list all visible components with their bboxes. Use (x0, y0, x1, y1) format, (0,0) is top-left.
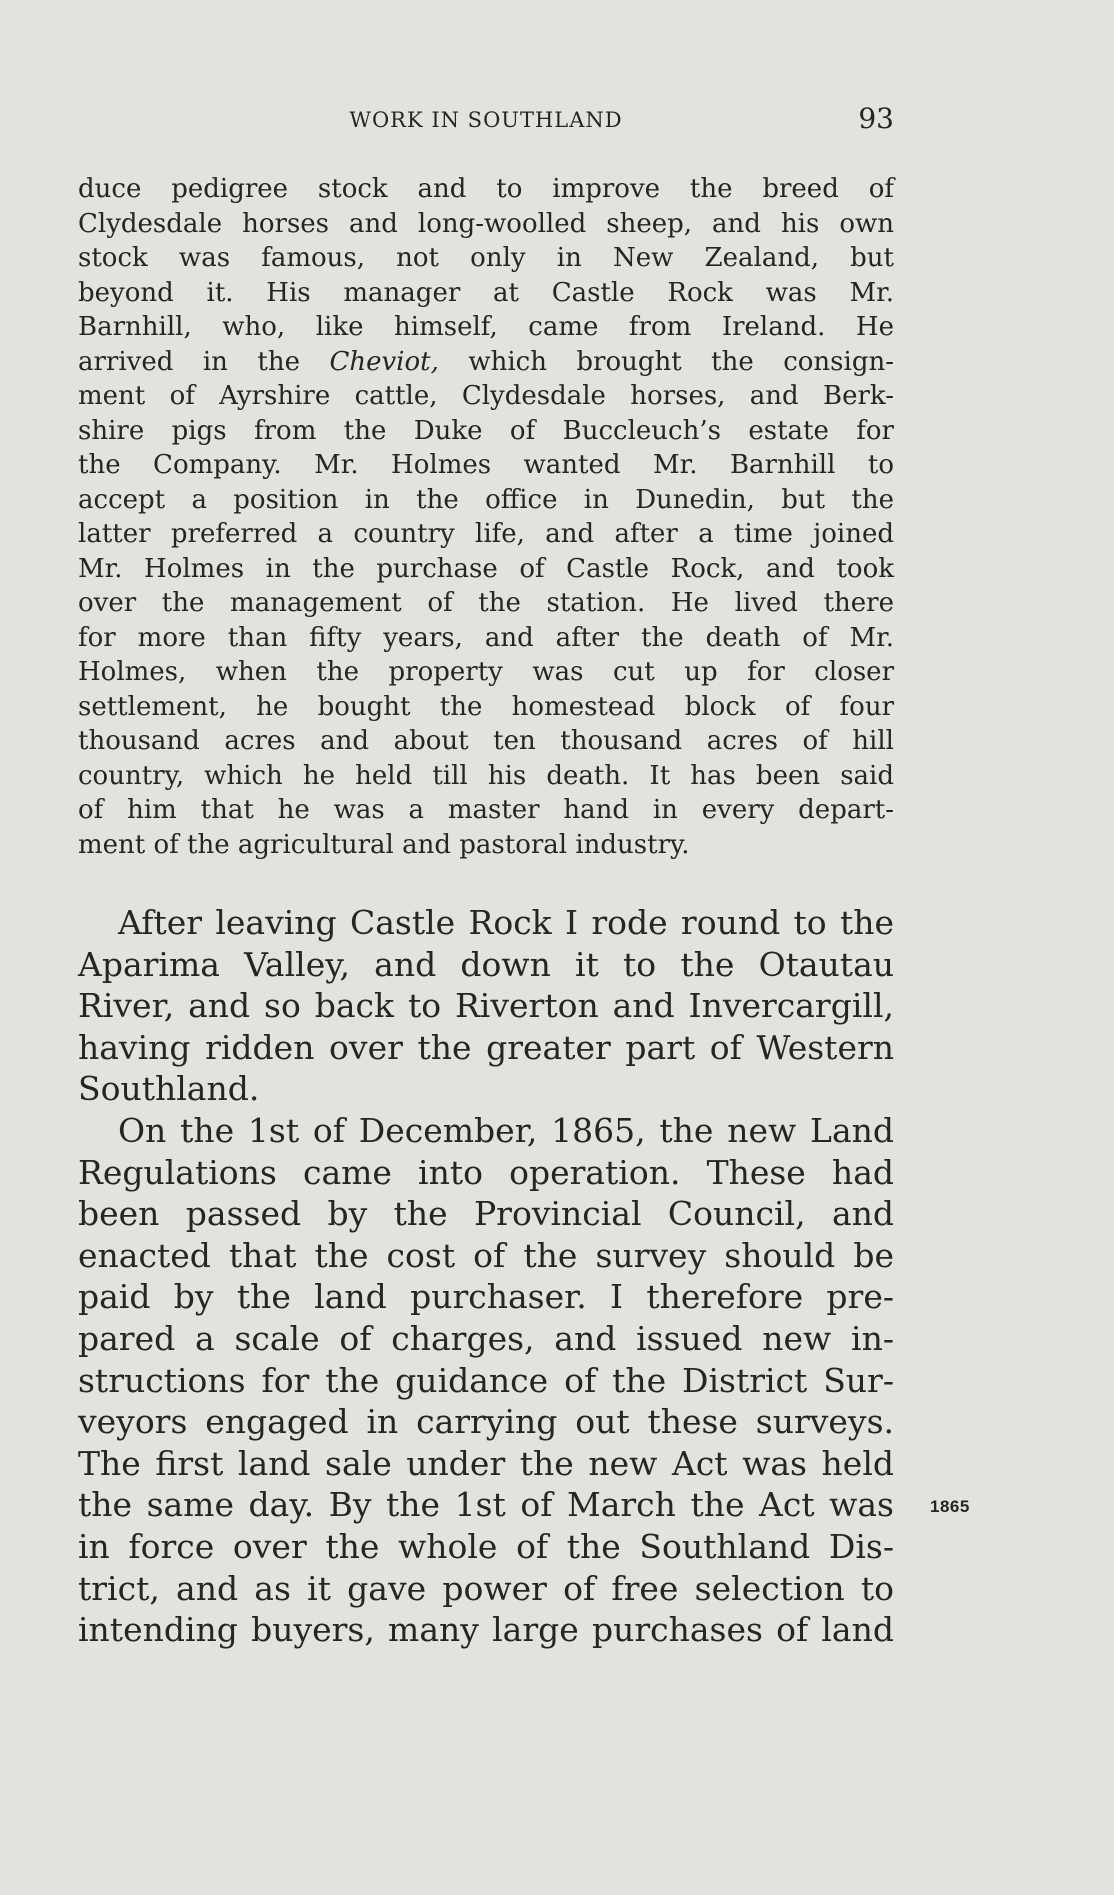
text-line: country, which he held till his death. It has been said (78, 760, 894, 791)
ship-name: Cheviot, (329, 346, 439, 377)
text-line: Aparima Valley, and down it to the Otautau (78, 944, 894, 984)
text-line-with-ship-name (78, 345, 894, 380)
text-line: in force over the whole of the Southland Dis- (78, 1526, 894, 1566)
text-line: shire pigs from the Duke of Buccleuch’s estate for (78, 415, 894, 446)
text-line: duce pedigree stock and to improve the breed of (78, 174, 894, 204)
text-line: intending buyers, many large purchases of land (78, 1610, 894, 1650)
text-line: After leaving Castle Rock I rode round to the (118, 903, 894, 942)
paragraph-land-regulations (78, 1110, 894, 1651)
text-line: been passed by the Provincial Council, and (78, 1194, 894, 1234)
running-title: WORK IN SOUTHLAND (349, 108, 623, 132)
text-line: Southland. (78, 1069, 260, 1109)
text-line: structions for the guidance of the District Sur- (78, 1360, 894, 1400)
text-line: Clydesdale horses and long-woolled sheep, and his own (78, 208, 894, 239)
text-line: accept a position in the office in Dunedin, but the (78, 484, 894, 515)
text-line: beyond it. His manager at Castle Rock was Mr. (78, 277, 894, 308)
text-line: thousand acres and about ten thousand acres of hill (78, 726, 894, 756)
text-line: paid by the land purchaser. I therefore pre- (78, 1277, 894, 1317)
paragraph-barnhill (78, 172, 894, 862)
text-line: Regulations came into operation. These had (78, 1152, 894, 1192)
text-segment: which brought the consign- (468, 346, 895, 377)
text-line: veyors engaged in carrying out these surveys. (78, 1402, 894, 1442)
text-line: On the 1st of December, 1865, the new Land (118, 1111, 894, 1150)
text-line: over the management of the station. He lived there (78, 588, 894, 618)
text-line: the same day. By the 1st of March the Act was (78, 1485, 894, 1525)
text-line: the Company. Mr. Holmes wanted Mr. Barnhill to (78, 450, 894, 480)
text-line: settlement, he bought the homestead block of four (78, 691, 894, 722)
text-line: trict, and as it gave power of free selection to (78, 1568, 894, 1608)
text-line: stock was famous, not only in New Zealand, but (78, 243, 894, 273)
running-head (78, 102, 894, 142)
text-line: ment of the agricultural and pastoral industry. (78, 829, 690, 860)
text-line: The first land sale under the new Act was held (78, 1443, 894, 1483)
text-line: River, and so back to Riverton and Invercargill, (78, 986, 894, 1026)
text-line: latter preferred a country life, and after a time joined (78, 519, 894, 549)
text-line: ment of Ayrshire cattle, Clydesdale horses, and Berk- (78, 381, 894, 411)
margin-date-note: 1865 (930, 1497, 970, 1516)
text-line: for more than fifty years, and after the death of Mr. (78, 622, 894, 653)
text-line: enacted that the cost of the survey should be (78, 1235, 894, 1275)
page-number: 93 (858, 102, 894, 135)
text-line: Mr. Holmes in the purchase of Castle Rock, and took (78, 553, 894, 584)
text-segment: arrived in the (78, 346, 300, 377)
text-line: Holmes, when the property was cut up for closer (78, 657, 894, 687)
text-line: pared a scale of charges, and issued new in- (78, 1318, 894, 1358)
text-line: Barnhill, who, like himself, came from Ireland. He (78, 312, 894, 342)
paragraph-castle-rock-ride (78, 902, 894, 1110)
text-line: having ridden over the greater part of Western (78, 1027, 894, 1067)
text-line: of him that he was a master hand in every depart- (78, 795, 894, 825)
